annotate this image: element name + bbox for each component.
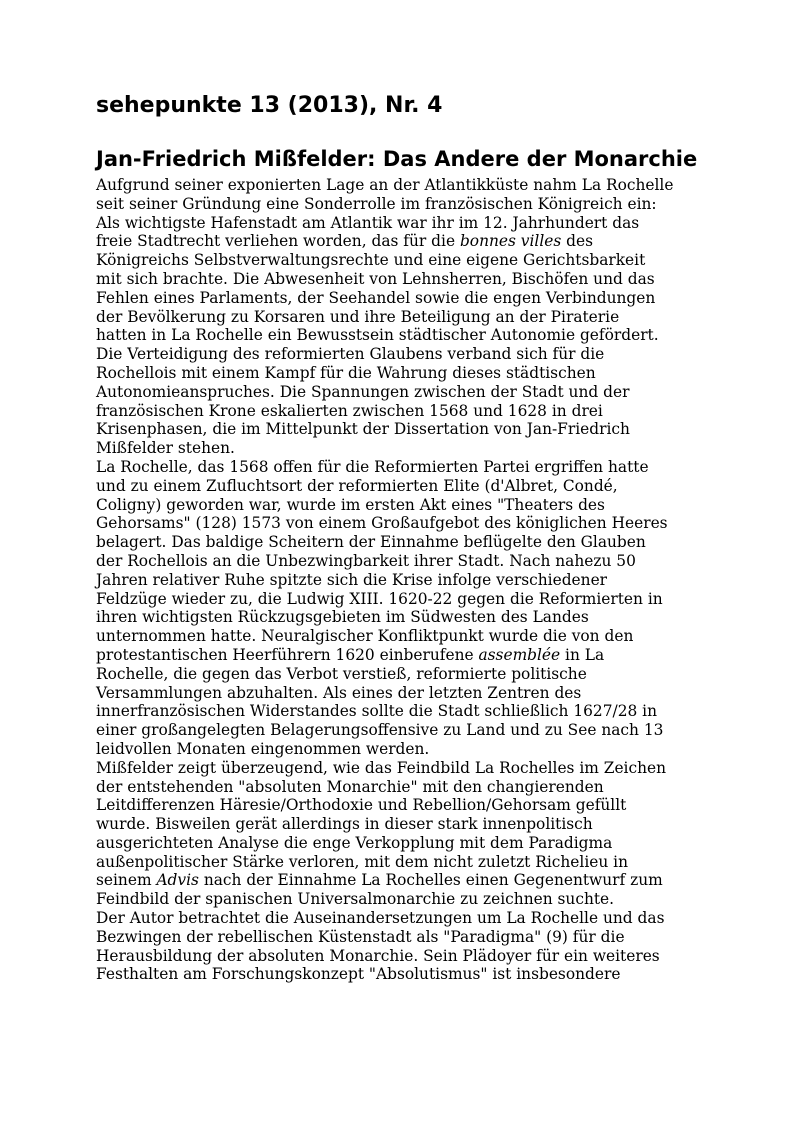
paragraph-1 [96, 176, 673, 457]
paragraph-4 [96, 909, 664, 983]
paragraph-2-text-b: in La Rochelle, die gegen das Verbot verstieß, reformierte politische Versammlungen abzuhalten. Als eines der letzten Zentren des innerfranzösischen Widerstandes sollte die Stadt schließlich 1627/28 in einer großangelegten Belagerungsoffensive zu Land und zu See nach 13 leidvollen Monaten eingenommen werden. [96, 645, 664, 758]
paragraph-1-text-a: Aufgrund seiner exponierten Lage an der Atlantikküste nahm La Rochelle seit seiner Gründung eine Sonderrolle im französischen Königreich ein: Als wichtigste Hafenstadt am Atlantik war ihr im 12. Jahrhundert das freie Stadtrecht verliehen worden, das für die [96, 176, 674, 251]
paragraph-4-text: Der Autor betrachtet die Auseinandersetzungen um La Rochelle und das Bezwingen der rebellischen Küstenstadt als "Paradigma" (9) für die Herausbildung der absoluten Monarchie. Sein Plädoyer für ein weiteres Festhalten am Forschungskonzept "Absolutismus" ist insbesondere [96, 909, 665, 984]
document-page [96, 92, 716, 984]
journal-heading: sehepunkte 13 (2013), Nr. 4 [96, 93, 443, 118]
paragraph-3-italic-term: Advis [156, 871, 199, 890]
review-body [96, 176, 716, 984]
paragraph-2 [96, 458, 668, 758]
paragraph-3 [96, 759, 666, 909]
review-title: Jan-Friedrich Mißfelder: Das Andere der Monarchie [96, 147, 698, 171]
paragraph-2-text-a: La Rochelle, das 1568 offen für die Reformierten Partei ergriffen hatte und zu einem Zufluchtsort der reformierten Elite (d'Albret, Condé, Coligny) geworden war, wurde im ersten Akt eines "Theaters des Gehorsams" (128) 1573 von einem Großaufgebot des königlichen Heeres belagert. Das baldige Scheitern der Einnahme beflügelte den Glauben der Rochellois an die Unbezwingbarkeit ihrer Stadt. Nach nahezu 50 Jahren relativer Ruhe spitzte sich die Krise infolge verschiedener Feldzüge wieder zu, die Ludwig XIII. 1620-22 gegen die Reformierten in ihren wichtigsten Rückzugsgebieten im Südwesten des Landes unternommen hatte. Neuralgischer Konfliktpunkt wurde die von den protestantischen Heerführern 1620 einberufene [96, 457, 668, 664]
paragraph-1-italic-term: bonnes villes [459, 232, 562, 251]
paragraph-1-text-b: des Königreichs Selbstverwaltungsrechte und eine eigene Gerichtsbarkeit mit sich brachte. Die Abwesenheit von Lehnsherren, Bischöfen und das Fehlen eines Parlaments, der Seehandel sowie die engen Verbindungen der Bevölkerung zu Korsaren und ihre Beteiligung an der Piraterie hatten in La Rochelle ein Bewusstsein städtischer Autonomie gefördert. Die Verteidigung des reformierten Glaubens verband sich für die Rochellois mit einem Kampf für die Wahrung dieses städtischen Autonomieanspruches. Die Spannungen zwischen der Stadt und der französischen Krone eskalierten zwischen 1568 und 1628 in drei Krisenphasen, die im Mittelpunkt der Dissertation von Jan-Friedrich Mißfelder stehen. [96, 232, 659, 458]
paragraph-3-text-b: nach der Einnahme La Rochelles einen Gegenentwurf zum Feindbild der spanischen Universalmonarchie zu zeichnen suchte. [96, 871, 663, 909]
paragraph-2-italic-term: assemblée [478, 645, 561, 664]
paragraph-3-text-a: Mißfelder zeigt überzeugend, wie das Feindbild La Rochelles im Zeichen der entstehenden "absoluten Monarchie" mit den changierenden Leitdifferenzen Häresie/Orthodoxie und Rebellion/Gehorsam gefüllt wurde. Bisweilen gerät allerdings in dieser stark innenpolitisch ausgerichteten Analyse die enge Verkopplung mit dem Paradigma außenpolitischer Stärke verloren, mit dem nicht zuletzt Richelieu in seinem [96, 758, 667, 890]
